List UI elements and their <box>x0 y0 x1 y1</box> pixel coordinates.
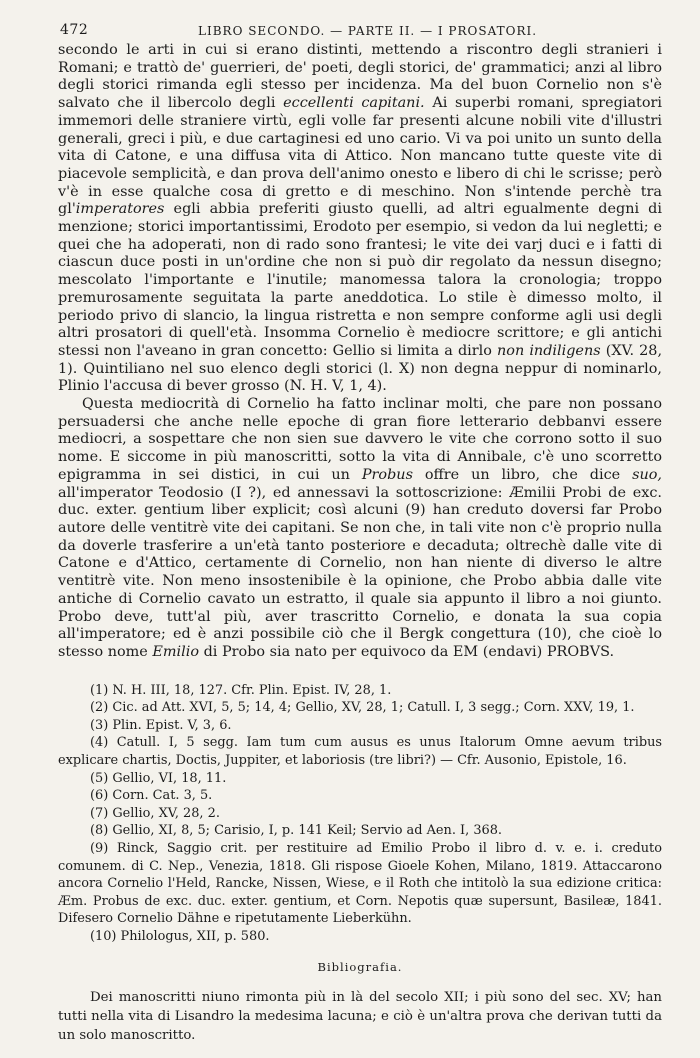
italic-phrase: Emilio <box>152 643 199 660</box>
bibliography-heading: Bibliografia. <box>317 959 403 974</box>
italic-phrase: Probus <box>361 466 413 483</box>
paragraph-1: secondo le arti in cui si erano distinti, mettendo a riscontro degli stranieri i Romani; e trattò de' guerrieri, de' poeti, degli storici, de' grammatici; anzi al libro degli storici rimanda egli stesso per incidenza. Ma del buon Cornelio non s'è salvato che il libercolo degli eccellenti capitani. Ai superbi romani, spregiatori immemori delle straniere virtù, egli volle far presenti alcune nobili vite d'illustri generali, greci i più, e due cartaginesi ed uno cario. Vi va poi unito un sunto della vita di Catone, e una diffusa vita di Attico. Non mancano tutte queste vite di piacevole semplicità, e dan prova dell'animo onesto e libero di chi le scrisse; però v'è in esse qualche cosa di gretto e di meschino. Non s'intende perchè tra gl'imperatores egli abbia preferiti giusto quelli, ad altri egualmente degni di menzione; storici importantissimi, Erodoto per esempio, si vedon da lui negletti; e quei che ha adoperati, non di rado sono frantesi; le vite dei varj duci e i fatti di ciascun duce posti in un'ordine che non si può dir regolato da nessun disegno; mescolato l'importante e l'inutile; manomessa talora la cronologia; troppo premurosamente seguitata la parte aneddotica. Lo stile è dimesso molto, il periodo privo di slancio, la lingua ristretta e non sempre conforme agli usi degli altri prosatori di quell'età. Insomma Cornelio è mediocre scrittore; e gli antichi stessi non l'aveano in gran concetto: Gellio si limita a dirlo non indiligens (XV. 28, 1). Quintiliano nel suo elenco degli storici (l. X) non degna neppur di nominarlo, Plinio l'accusa di bever grosso (N. H. V, 1, 4). <box>58 42 663 395</box>
italic-phrase: imperatores <box>75 201 165 218</box>
footnote-3: (3) Plin. Epist. V, 3, 6. <box>90 717 232 733</box>
running-head <box>58 20 662 42</box>
footnote-9: (9) Rinck, Saggio crit. per restituire ad Emilio Probo il libro d. v. e. i. creduto comunem. di C. Nep., Venezia, 1818. Gli rispose Gioele Kohen, Milano, 1819. Attaccarono ancora Cornelio l'Held, Rancke, Nissen, Wiese, e il Roth che intitolò la sua edizione critica: Æm. Probus de exc. duc. exter. gentium, et Corn. Nepotis quæ supersunt, Basileæ, 1841. Difesero Cornelio Dähne e ripetutamente Lieberkühn. <box>58 840 662 927</box>
bibliography-text: Dei manoscritti niuno rimonta più in là del secolo XII; i più sono del sec. XV; han tutti nella vita di Lisandro la medesima lacuna; e ciò è un'altra prova che derivan tutti da un solo manoscritto. <box>58 989 662 1043</box>
italic-phrase: non indiligens <box>497 342 601 359</box>
page-number: 472 <box>60 22 89 38</box>
main-text <box>58 42 662 662</box>
italic-phrase: suo, <box>632 466 662 483</box>
footnote-6: (6) Corn. Cat. 3, 5. <box>90 788 213 804</box>
footnote-2: (2) Cic. ad Att. XVI, 5, 5; 14, 4; Gellio, XV, 28, 1; Catull. I, 3 segg.; Corn. XXV, 19, 1. <box>90 700 635 716</box>
footnote-4: (4) Catull. I, 5 segg. Iam tum cum ausus es unus Italorum Omne aevum tribus explicare chartis, Doctis, Juppiter, et laboriosis (tre libri?) — Cfr. Ausonio, Epistole, 16. <box>58 735 662 768</box>
footnotes <box>58 682 662 946</box>
footnote-7: (7) Gellio, XV, 28, 2. <box>90 805 220 821</box>
paragraph-2: Questa mediocrità di Cornelio ha fatto inclinar molti, che pare non possano persuadersi che anche nelle epoche di gran fiore letterario debbanvi essere mediocri, a sospettare che non sien sue davvero le vite che corrono sotto il suo nome. E siccome in più manoscritti, sotto la vita di Annibale, c'è uno scorretto epigramma in sei distici, in cui un Probus offre un libro, che dice suo, all'imperator Teodosio (I ?), ed annessavi la sottoscrizione: Æmilii Probi de exc. duc. exter. gentium liber explicit; così alcuni (9) han creduto doversi far Probo autore delle ventitrè vite dei capitani. Se non che, in tali vite non c'è proprio nulla da doverle trasferire a un'età tanto posteriore e decaduta; oltrechè dalle vite di Catone e d'Attico, certamente di Cornelio, non han niente di diverso le altre ventitrè vite. Non meno insostenibile è la opinione, che Probo abbia dalle vite antiche di Cornelio cavato un estratto, il quale sia appunto il libro a noi giunto. Probo deve, tutt'al più, aver trascritto Cornelio, e donata la sua copia all'imperatore; ed è anzi possibile ciò che il Bergk congettura (10), che cioè lo stesso nome Emilio di Probo sia nato per equivoco da EM (endavi) PROBVS. <box>58 396 662 660</box>
footnote-8: (8) Gellio, XI, 8, 5; Carisio, I, p. 141 Keil; Servio ad Aen. I, 368. <box>90 823 503 839</box>
running-title: LIBRO SECONDO. — PARTE II. — I PROSATORI. <box>198 24 538 38</box>
footnote-1: (1) N. H. III, 18, 127. Cfr. Plin. Epist. IV, 28, 1. <box>90 682 392 698</box>
footnote-5: (5) Gellio, VI, 18, 11. <box>90 770 227 786</box>
footnote-10: (10) Philologus, XII, p. 580. <box>90 928 270 944</box>
italic-phrase: eccellenti capitani. <box>283 95 425 112</box>
